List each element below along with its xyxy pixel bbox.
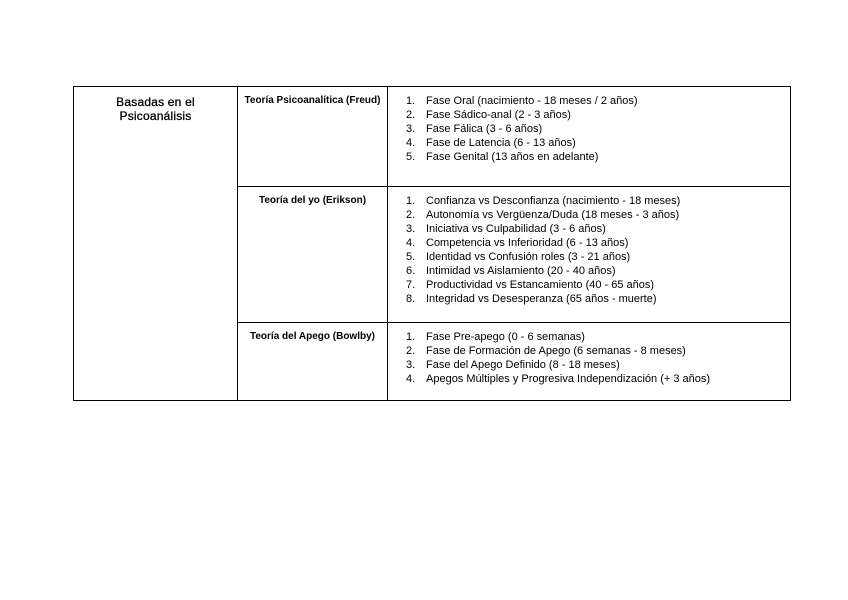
list-item [406, 250, 784, 264]
list-number: 4. [406, 237, 416, 249]
list-text: Fase de Formación de Apego (6 semanas - 8 meses) [426, 345, 686, 357]
list-text: Productividad vs Estancamiento (40 - 65 años) [426, 279, 655, 291]
list-item [406, 358, 784, 372]
list-number: 6. [406, 265, 416, 277]
list-item [406, 194, 784, 208]
list-text: Integridad vs Desesperanza (65 años - muerte) [426, 293, 657, 305]
list-number: 3. [406, 123, 416, 135]
theory-name-cell [238, 323, 388, 401]
phases-cell [388, 323, 791, 401]
list-text: Fase Pre-apego (0 - 6 semanas) [426, 331, 585, 343]
category-cell [74, 87, 238, 401]
list-text: Fase Oral (nacimiento - 18 meses / 2 años) [426, 95, 638, 107]
list-item [406, 208, 784, 222]
list-text: Fase del Apego Definido (8 - 18 meses) [426, 359, 620, 371]
list-number: 1. [406, 331, 416, 343]
phase-list [388, 187, 790, 306]
list-number: 7. [406, 279, 416, 291]
list-item [406, 136, 784, 150]
list-item [406, 372, 784, 386]
list-number: 4. [406, 137, 416, 149]
theory-name: Teoría del Apego (Bowlby) [249, 331, 375, 342]
list-text: Competencia vs Inferioridad (6 - 13 años) [426, 237, 629, 249]
list-number: 3. [406, 223, 416, 235]
list-number: 3. [406, 359, 416, 371]
list-number: 2. [406, 345, 416, 357]
theory-name-cell [238, 87, 388, 187]
list-item [406, 292, 784, 306]
list-item [406, 278, 784, 292]
list-item [406, 108, 784, 122]
phases-cell [388, 87, 791, 187]
theory-name: Teoría Psicoanalítica (Freud) [244, 95, 381, 106]
list-text: Fase Genital (13 años en adelante) [426, 151, 599, 163]
list-text: Identidad vs Confusión roles (3 - 21 años) [426, 251, 631, 263]
phase-list [388, 323, 790, 386]
theory-name: Teoría del yo (Erikson) [258, 195, 367, 206]
list-number: 5. [406, 251, 416, 263]
list-text: Fase Fálica (3 - 6 años) [426, 123, 543, 135]
phase-list [388, 87, 790, 164]
list-item [406, 330, 784, 344]
category-label: Basadas en el Psicoanálisis [116, 95, 195, 123]
list-text: Autonomía vs Vergüenza/Duda (18 meses - 3 años) [426, 209, 680, 221]
list-number: 1. [406, 195, 416, 207]
theories-table [73, 86, 791, 401]
table-row [74, 87, 791, 187]
theory-name-cell [238, 187, 388, 323]
list-item [406, 150, 784, 164]
list-number: 4. [406, 373, 416, 385]
list-text: Fase Sádico-anal (2 - 3 años) [426, 109, 571, 121]
list-text: Iniciativa vs Culpabilidad (3 - 6 años) [426, 223, 606, 235]
phases-cell [388, 187, 791, 323]
list-number: 5. [406, 151, 416, 163]
list-item [406, 344, 784, 358]
list-text: Intimidad vs Aislamiento (20 - 40 años) [426, 265, 616, 277]
list-text: Fase de Latencia (6 - 13 años) [426, 137, 576, 149]
list-text: Confianza vs Desconfianza (nacimiento - 18 meses) [426, 195, 681, 207]
list-number: 2. [406, 209, 416, 221]
list-number: 2. [406, 109, 416, 121]
list-text: Apegos Múltiples y Progresiva Independización (+ 3 años) [426, 373, 711, 385]
list-item [406, 264, 784, 278]
list-number: 1. [406, 95, 416, 107]
list-item [406, 236, 784, 250]
list-item [406, 94, 784, 108]
list-number: 8. [406, 293, 416, 305]
list-item [406, 122, 784, 136]
list-item [406, 222, 784, 236]
